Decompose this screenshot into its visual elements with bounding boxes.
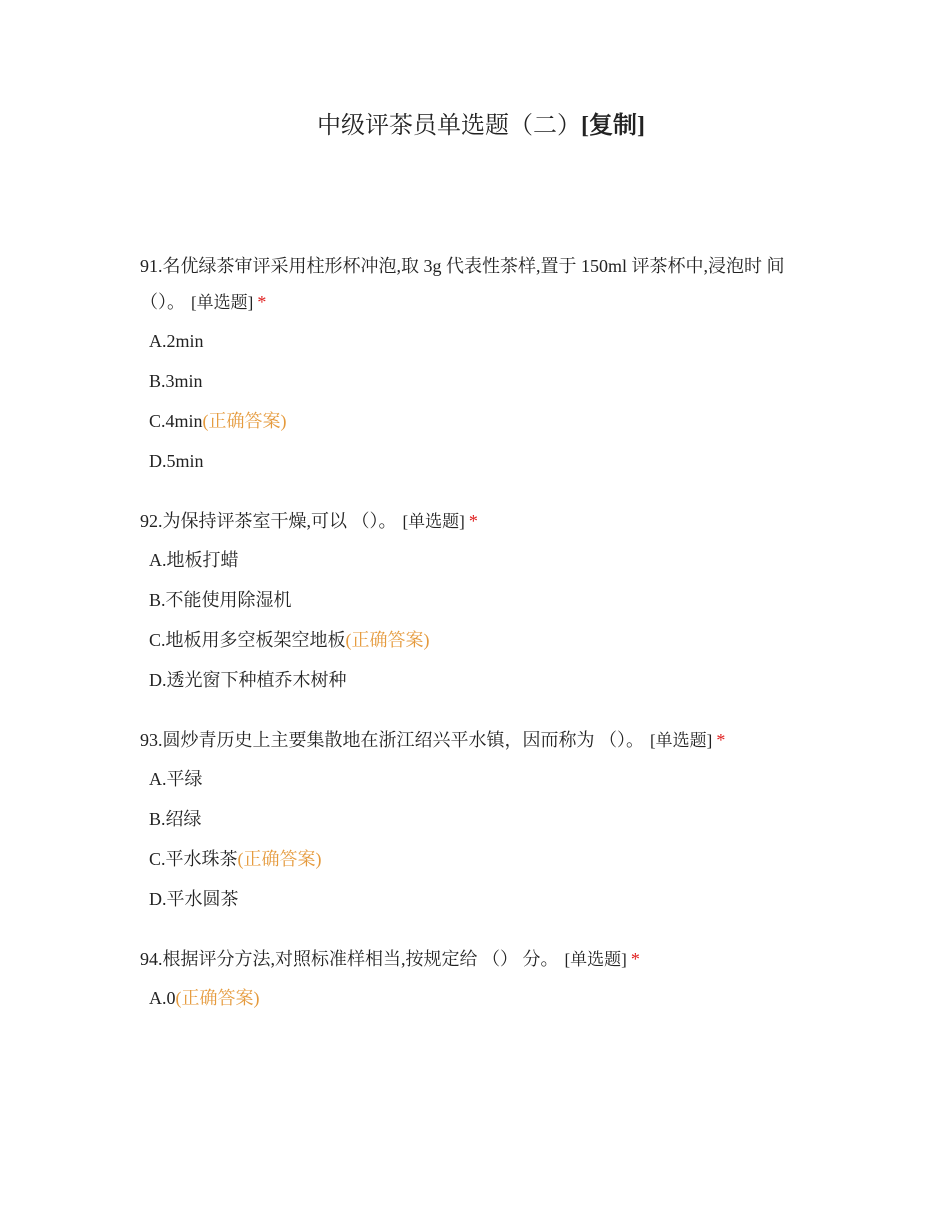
option-d[interactable]	[149, 885, 820, 913]
option-c[interactable]	[149, 407, 820, 435]
question-91	[140, 248, 820, 475]
option-b[interactable]	[149, 805, 820, 833]
question-93	[140, 722, 820, 913]
option-d[interactable]	[149, 447, 820, 475]
question-stem	[140, 722, 820, 759]
option-label: D.5min	[149, 451, 204, 471]
question-text: 93.圆炒青历史上主要集散地在浙江绍兴平水镇，因而称为 （）。	[140, 730, 644, 750]
option-label: A.平绿	[149, 769, 203, 789]
question-type: [单选题]	[191, 293, 254, 312]
option-label: A.0	[149, 988, 176, 1008]
question-94	[140, 941, 820, 1012]
option-a[interactable]	[149, 765, 820, 793]
correct-answer-tag: (正确答案)	[345, 630, 430, 650]
question-type: [单选题]	[564, 950, 627, 969]
option-list	[140, 984, 820, 1012]
required-marker: *	[630, 949, 640, 969]
correct-answer-tag: (正确答案)	[237, 849, 322, 869]
question-92	[140, 503, 820, 694]
option-label: B.不能使用除湿机	[149, 590, 292, 610]
option-a[interactable]	[149, 546, 820, 574]
option-a[interactable]	[149, 327, 820, 355]
question-text: 92.为保持评茶室干燥,可以 （）。	[140, 511, 397, 531]
option-label: B.3min	[149, 371, 203, 391]
correct-answer-tag: (正确答案)	[175, 988, 260, 1008]
option-c[interactable]	[149, 626, 820, 654]
option-label: C.平水珠茶	[149, 849, 238, 869]
option-list	[140, 327, 820, 475]
copy-tag[interactable]: [复制]	[581, 113, 645, 139]
option-label: C.地板用多空板架空地板	[149, 630, 346, 650]
question-type: [单选题]	[650, 731, 713, 750]
option-list	[140, 546, 820, 694]
required-marker: *	[716, 730, 726, 750]
page-title	[0, 108, 950, 144]
option-label: A.地板打蜡	[149, 550, 239, 570]
option-label: D.平水圆茶	[149, 889, 239, 909]
question-text: 94.根据评分方法,对照标准样相当,按规定给 （） 分。	[140, 949, 559, 969]
title-text: 中级评茶员单选题（二）	[317, 113, 581, 139]
option-b[interactable]	[149, 586, 820, 614]
option-a[interactable]	[149, 984, 820, 1012]
question-list	[140, 248, 820, 1040]
option-d[interactable]	[149, 666, 820, 694]
option-label: A.2min	[149, 331, 204, 351]
question-text: 91.名优绿茶审评采用柱形杯冲泡,取 3g 代表性茶样,置于 150ml 评茶杯中,浸泡时 间（）。	[140, 256, 785, 312]
option-label: C.4min	[149, 411, 203, 431]
option-c[interactable]	[149, 845, 820, 873]
option-label: D.透光窗下种植乔木树种	[149, 670, 347, 690]
question-type: [单选题]	[402, 512, 465, 531]
option-list	[140, 765, 820, 913]
correct-answer-tag: (正确答案)	[202, 411, 287, 431]
option-b[interactable]	[149, 367, 820, 395]
required-marker: *	[468, 511, 478, 531]
question-stem	[140, 503, 820, 540]
question-stem	[140, 941, 820, 978]
required-marker: *	[257, 292, 267, 312]
question-stem	[140, 248, 820, 321]
option-label: B.绍绿	[149, 809, 202, 829]
